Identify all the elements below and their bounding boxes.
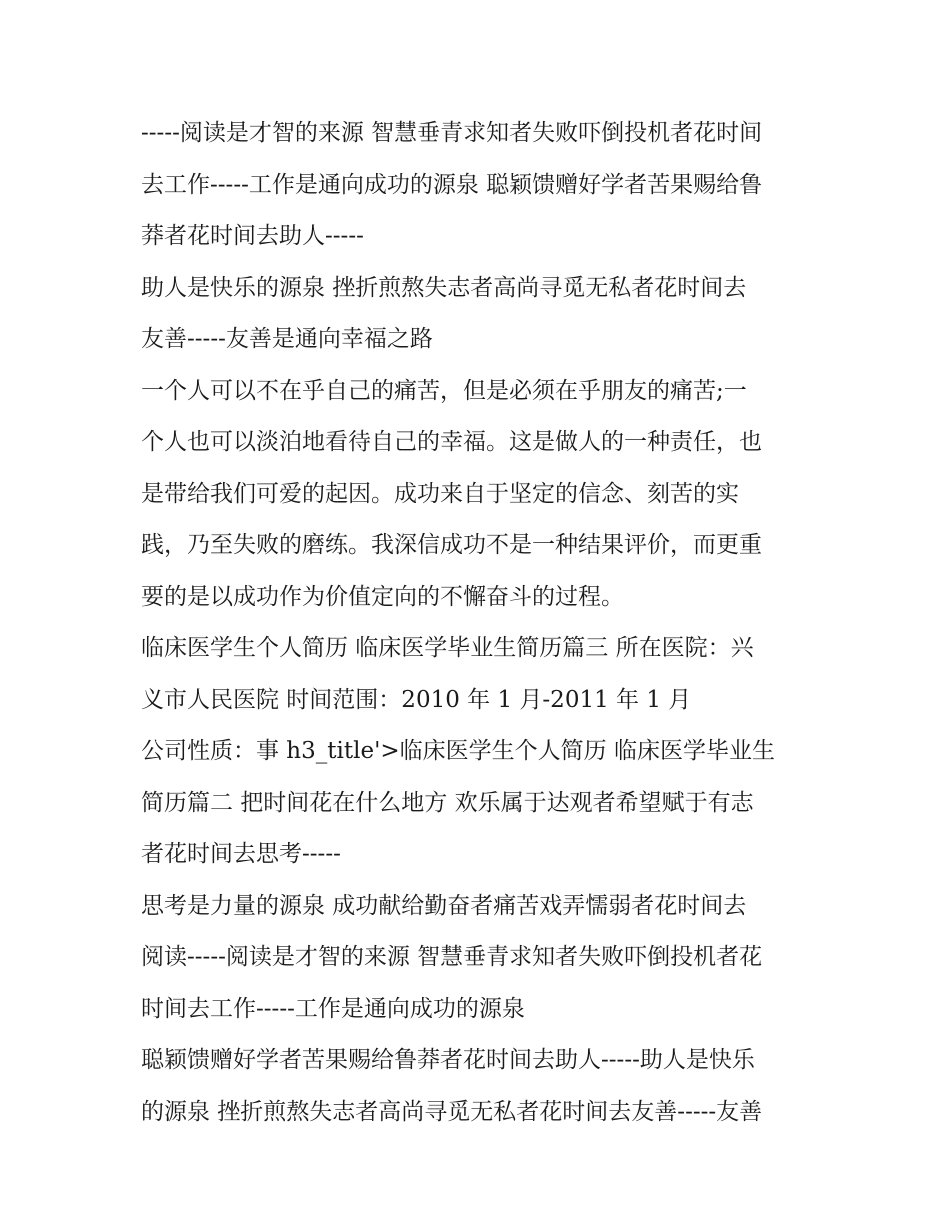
text-line: 践，乃至失败的磨练。我深信成功不是一种结果评价，而更重 bbox=[141, 532, 762, 558]
text-line: 阅读-----阅读是才智的来源 智慧垂青求知者失败吓倒投机者花 bbox=[141, 944, 763, 970]
text-line: 个人也可以淡泊地看待自己的幸福。这是做人的一种责任，也 bbox=[141, 429, 762, 455]
text-line: 一个人可以不在乎自己的痛苦，但是必须在乎朋友的痛苦;一 bbox=[141, 377, 747, 404]
text-line: 者花时间去思考----- bbox=[141, 841, 341, 867]
text-line: 助人是快乐的源泉 挫折煎熬失志者高尚寻觅无私者花时间去 bbox=[141, 274, 747, 301]
body-text bbox=[141, 108, 821, 1138]
text-line: 莽者花时间去助人----- bbox=[141, 223, 364, 249]
text-line: 的源泉 挫折煎熬失志者高尚寻觅无私者花时间去友善-----友善 bbox=[141, 1098, 763, 1125]
text-line: 思考是力量的源泉 成功献给勤奋者痛苦戏弄懦弱者花时间去 bbox=[141, 892, 747, 919]
text-line: 简历篇二 把时间花在什么地方 欢乐属于达观者希望赋于有志 bbox=[141, 789, 754, 816]
text-line: 公司性质：事 h3_title'>临床医学生个人简历 临床医学毕业生 bbox=[141, 738, 775, 764]
text-line: 临床医学生个人简历 临床医学毕业生简历篇三 所在医院：兴 bbox=[141, 635, 754, 661]
text-line: 要的是以成功作为价值定向的不懈奋斗的过程。 bbox=[141, 583, 624, 610]
text-line: -----阅读是才智的来源 智慧垂青求知者失败吓倒投机者花时间 bbox=[141, 120, 763, 146]
text-line: 聪颖馈赠好学者苦果赐给鲁莽者花时间去助人-----助人是快乐 bbox=[141, 1047, 755, 1073]
text-line: 友善-----友善是通向幸福之路 bbox=[141, 326, 433, 352]
text-line: 是带给我们可爱的起因。成功来自于坚定的信念、刻苦的实 bbox=[141, 480, 739, 507]
text-line: 时间去工作-----工作是通向成功的源泉 bbox=[141, 995, 525, 1022]
text-line: 去工作-----工作是通向成功的源泉 聪颖馈赠好学者苦果赐给鲁 bbox=[141, 171, 763, 198]
text-line: 义市人民医院 时间范围：2010 年 1 月-2011 年 1 月 bbox=[141, 686, 692, 713]
